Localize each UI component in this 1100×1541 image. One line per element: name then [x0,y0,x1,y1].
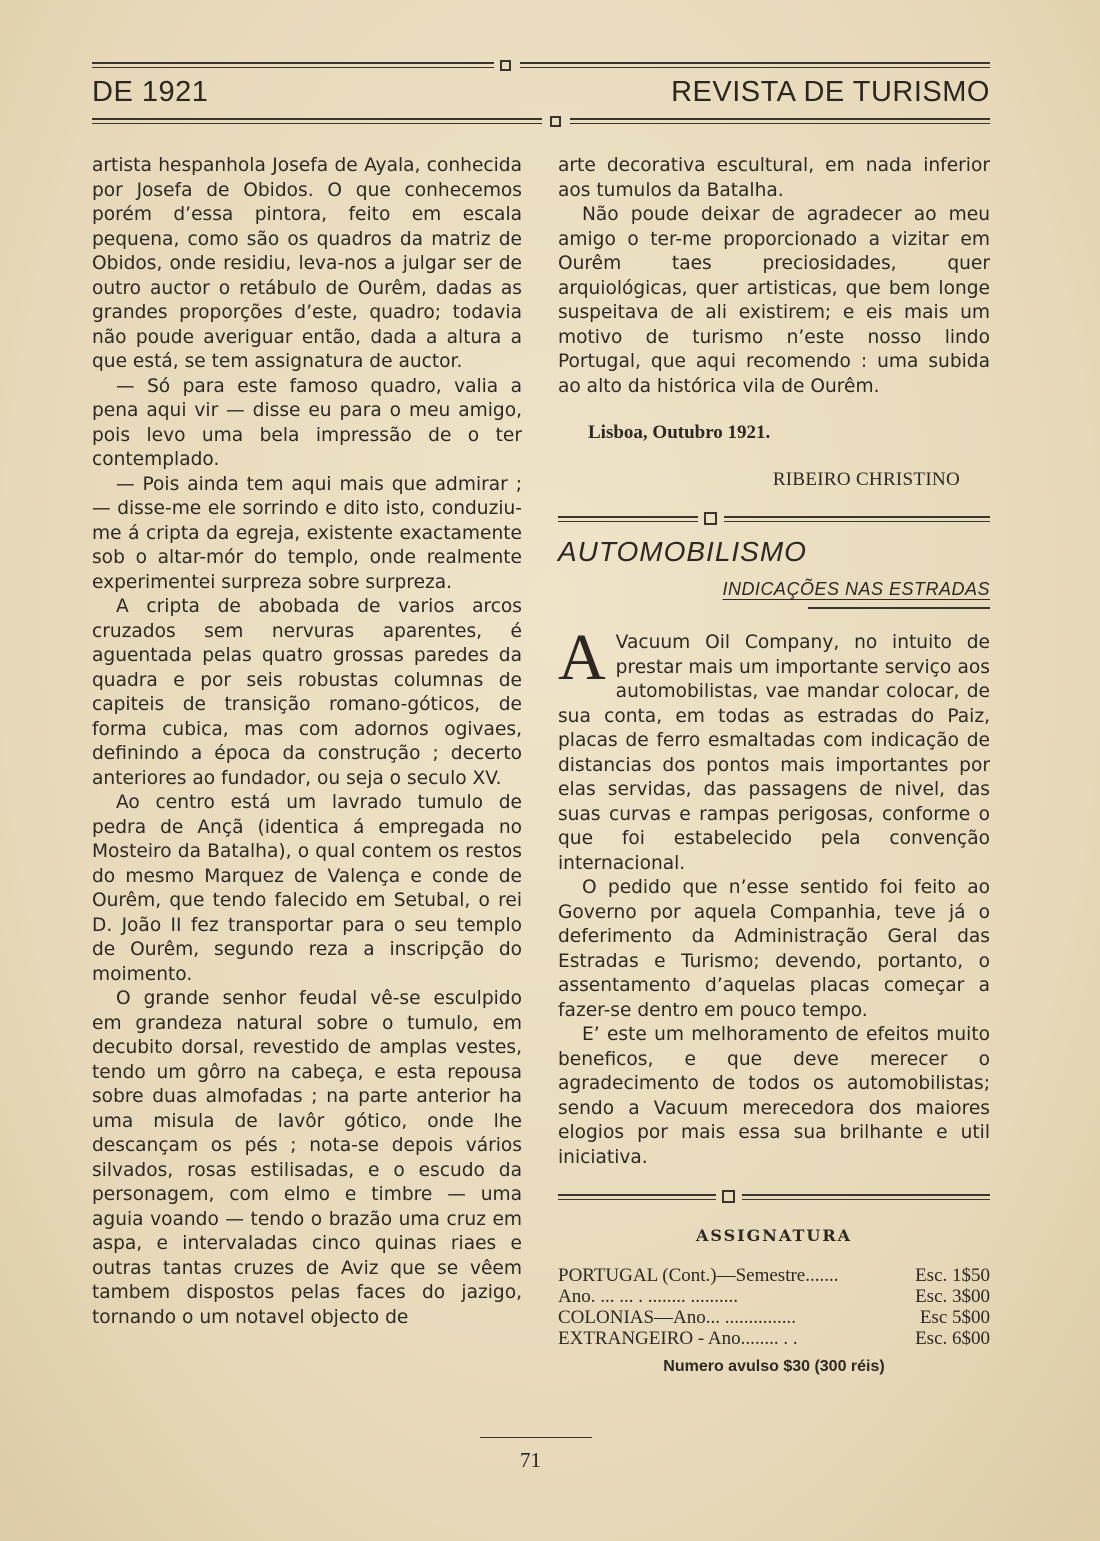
subscription-table [558,1265,990,1349]
paragraph: Ao centro está um lavrado tumulo de pedra de Ançã (identica á empregada no Mosteiro da Batalha), o qual contem os restos do mesmo Marquez de Valença e conde de Ourêm, que tendo falecido em Setubal, o rei D. João II fez transportar para o seu templo de Ourêm, segundo reza a inscripção do moimento. [92,792,522,985]
price-label: Ano. ... ... . ........ .......... [558,1285,738,1307]
single-issue-price: Numero avulso $30 (300 réis) [663,1357,885,1375]
price-value: Esc. 6$00 [915,1327,990,1349]
divider-ornament-icon [704,512,717,525]
price-value: Esc. 1$50 [915,1264,990,1286]
price-label: EXTRANGEIRO - Ano........ . . [558,1327,798,1349]
header-date: DE 1921 [92,76,209,108]
dateline: Lisboa, Outubro 1921. [588,422,771,443]
header-publication: REVISTA DE TURISMO [671,76,990,108]
subscription-title: ASSIGNATURA [695,1226,853,1245]
subtitle-rule [808,607,990,609]
table-row [558,1286,990,1307]
section-subtitle: INDICAÇÕES NAS ESTRADAS [722,578,990,599]
section-title: AUTOMOBILISMO [558,536,807,567]
paragraph: — Pois ainda tem aqui mais que admirar ; — disse-me ele sorrindo e dito isto, conduziu-me á cripta da egreja, existente exactamente sob o altar-mór do templo, onde realmente experimentei surpreza sobre surpreza. [92,473,522,593]
header-top-rule-right-2 [520,67,990,68]
section-first-paragraph [558,621,990,876]
section-divider [558,512,990,526]
drop-cap: A [558,621,606,694]
divider-ornament-icon [722,1190,735,1203]
assinatura-divider [558,1190,990,1204]
paragraph: A cripta de abobada de varios arcos cruzados sem nervuras aparentes, é aguentada pelas quatro grossas paredes da quadra e por seis robustas columnas de capiteis de transição romano-góticos, de forma cubica, mas com adornos ogivaes, definindo a época da construção ; decerto anteriores ao fundador, ou seja o seculo XV. [92,596,522,789]
paragraph: O pedido que n’esse sentido foi feito ao Governo por aquela Companhia, teve já o deferimento da Administração Geral das Estradas e Turismo; devendo, portanto, o assentamento d’aquelas placas começar a fazer-se dentro em pouco tempo. [558,877,990,1021]
paragraph-text: Vacuum Oil Company, no intuito de prestar mais um importante serviço aos automobilistas, vae mandar colocar, de sua conta, em todas as estradas do Paiz, placas de ferro esmaltadas com indicação de distancias dos pontos mais importantes por elas servidas, das passagens de nivel, das suas curvas e rampas perigosas, conforme o que foi estabelecido pela convenção internacional. [558,632,990,874]
header-top-rule-left [92,62,494,64]
paragraph: E’ este um melhoramento de efeitos muito beneficos, e que deve merecer o agradecimento de todos os automobilistas; sendo a Vacuum merecedora dos maiores elogios por mais essa sua brilhante e util iniciativa. [558,1024,990,1168]
header-bottom-rule-left-2 [92,123,542,124]
header-top-rule-left-2 [92,67,494,68]
price-label: COLONIAS—Ano... ............... [558,1306,797,1328]
paragraph: Não poude deixar de agradecer ao meu amigo o ter-me proporcionado a vizitar em Ourêm taes preciosidades, quer arquiológicas, quer artisticas, que bem longe suspeitava de ali existirem; e eis mais um motivo de turismo n’este nosso lindo Portugal, que aqui recomendo : uma subida ao alto da histórica vila de Ourêm. [558,204,990,397]
left-column [92,154,522,1330]
table-row [558,1328,990,1349]
footer-rule [480,1437,592,1438]
right-column [558,154,990,1379]
paragraph: artista hespanhola Josefa de Ayala, conhecida por Josefa de Obidos. O que conhecemos porém d’essa pintora, feito em escala pequena, como são os quadros da matriz de Obidos, onde residiu, leva-nos a julgar ser de outro auctor o retábulo de Ourêm, dadas as grandes proporções d’este, quadro; todavia não poude averiguar então, dada a altura a que está, se tem assignatura de auctor. [92,155,522,372]
author-signature: RIBEIRO CHRISTINO [772,468,960,490]
price-label: PORTUGAL (Cont.)—Semestre....... [558,1264,839,1286]
paragraph: O grande senhor feudal vê-se esculpido em grandeza natural sobre o tumulo, em decubito dorsal, revestido de amplas vestes, tendo um gôrro na cabeça, e esta repousa sobre duas almofadas ; na parte anterior ha uma misula de lavôr gótico, onde lhe descançam os pés ; nota-se depois vários silvados, rosas estilisadas, e o escudo da personagem, com elmo e timbre — uma aguia voando — tendo o brazão uma cruz em aspa, e intervaladas cinco quinas riaes e outras tantas cruzes de Aviz que se vêem tambem dispostos pelas faces do jazigo, tornando o um notavel objecto de [92,988,522,1328]
header-top-rule-right [520,62,990,64]
header-top-ornament-icon [500,60,511,71]
paragraph: — Só para este famoso quadro, valia a pena aqui vir — disse eu para o meu amigo, pois levo uma bela impressão de o ter contemplado. [92,375,522,470]
header-bottom-ornament-icon [550,116,561,127]
paragraph: arte decorativa escultural, em nada inferior aos tumulos da Batalha. [558,155,990,201]
page-number: 71 [520,1448,541,1472]
table-row [558,1265,990,1286]
price-value: Esc 5$00 [919,1306,990,1328]
header-bottom-rule-right-2 [570,123,990,124]
header-bottom-rule-left [92,118,542,120]
price-value: Esc. 3$00 [915,1285,990,1307]
table-row [558,1307,990,1328]
header-bottom-rule-right [570,118,990,120]
